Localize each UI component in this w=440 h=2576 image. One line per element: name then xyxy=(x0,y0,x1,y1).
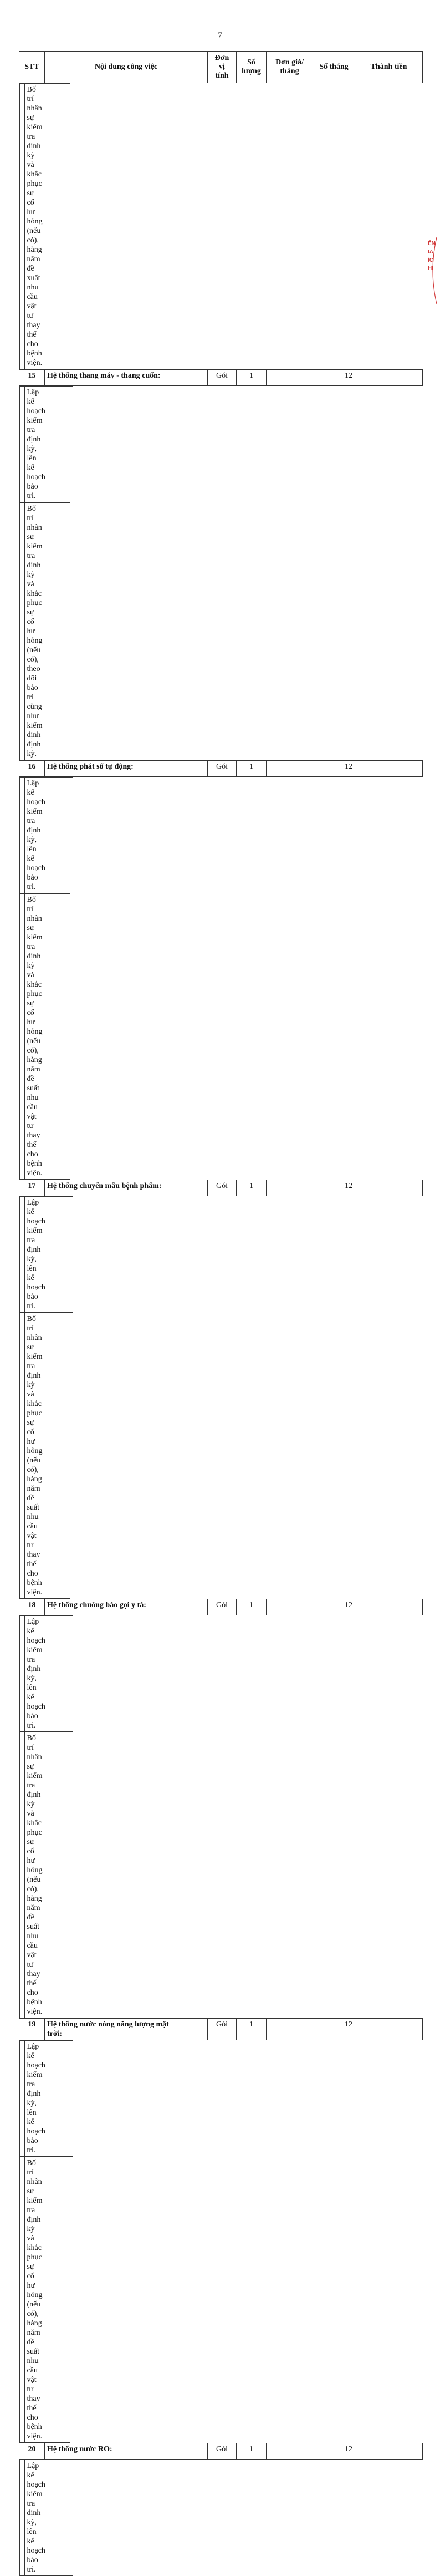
cell-content xyxy=(24,387,48,502)
cell-content-text: Hệ thống nước nóng năng lượng mặt trời: xyxy=(47,2020,205,2039)
stamp-text: ÍC xyxy=(428,256,440,265)
cell-qty-text: 1 xyxy=(239,762,264,771)
cell-stt-text: 16 xyxy=(22,762,42,771)
system-row xyxy=(19,1599,423,1615)
stamp-text: ÊN xyxy=(428,240,440,248)
cell-stt xyxy=(19,2443,45,2460)
cell-unit xyxy=(208,2443,237,2460)
cell-content-text: Bố trí nhân sự kiểm tra định kỳ và khắc phục sự cố hư hỏng (nếu có), hàng năm đề suất nhu cầu vật tư thay thế cho bệnh viện. xyxy=(27,2158,43,2441)
cell-price xyxy=(58,778,63,893)
cell-unit-text: Gói xyxy=(210,762,234,771)
table-header-row xyxy=(19,52,423,83)
cell-unit-text: Gói xyxy=(210,1181,234,1191)
cell-amount xyxy=(355,1599,423,1615)
cell-unit xyxy=(48,2041,53,2157)
task-row xyxy=(19,2157,45,2443)
cell-months xyxy=(60,1313,65,1599)
cell-stt-text: 17 xyxy=(22,1181,42,1191)
cell-content-text: Lập kế hoạch kiểm tra định kỳ, lên kế hoạch bảo trì. xyxy=(27,1617,45,1730)
cell-content xyxy=(24,1732,45,2018)
cell-qty-text: 1 xyxy=(239,1181,264,1191)
cell-content xyxy=(45,761,208,777)
cell-content xyxy=(45,2443,208,2460)
cell-qty xyxy=(53,1616,58,1732)
cell-amount xyxy=(355,370,423,386)
cell-price xyxy=(267,370,313,386)
cell-qty xyxy=(237,761,267,777)
cell-content-text: Bố trí nhân sự kiểm tra định kỳ và khắc phục sự cố hư hỏng (nếu có), hàng năm đề suất nhu cầu vật tư thay thế cho bệnh viện. xyxy=(27,1734,43,2016)
cell-amount xyxy=(68,387,73,502)
cell-content-text: Lập kế hoạch kiểm tra định kỳ, lên kế hoạch bảo trì. xyxy=(27,779,45,892)
cell-content xyxy=(45,1599,208,1615)
task-row xyxy=(19,1313,45,1599)
cell-stt xyxy=(19,1732,24,2018)
header-unit: Đơn vị tính xyxy=(208,52,237,83)
cell-content-text: Hệ thống nước RO: xyxy=(47,2445,205,2454)
cell-months xyxy=(60,1732,65,2018)
cell-months xyxy=(60,894,65,1180)
stamp-text: HI xyxy=(428,265,440,273)
cell-price xyxy=(58,2460,63,2576)
cell-qty xyxy=(50,894,55,1180)
cell-months-text: 12 xyxy=(315,2020,352,2029)
cell-months xyxy=(60,503,65,760)
cell-price xyxy=(267,1180,313,1196)
cell-qty xyxy=(237,2019,267,2040)
cell-months xyxy=(63,778,68,893)
task-row xyxy=(19,2460,45,2576)
cell-amount xyxy=(65,894,70,1180)
cell-amount xyxy=(65,84,70,369)
system-row xyxy=(19,2019,423,2040)
task-row xyxy=(19,893,45,1180)
cell-unit-text: Gói xyxy=(210,1601,234,1610)
cell-stt-text: 19 xyxy=(22,2020,42,2029)
page-number: 7 xyxy=(0,31,440,40)
cell-amount xyxy=(355,2443,423,2460)
cell-stt xyxy=(19,1197,24,1313)
cell-content xyxy=(24,778,48,893)
cell-content xyxy=(24,894,45,1180)
cell-content-text: Lập kế hoạch kiểm tra định kỳ, lên kế hoạch bảo trì. xyxy=(27,1198,45,1311)
cell-content xyxy=(24,503,45,760)
cell-qty-text: 1 xyxy=(239,2445,264,2454)
cell-unit xyxy=(208,1180,237,1196)
table-body xyxy=(19,83,423,2576)
cell-price xyxy=(267,761,313,777)
cell-stt xyxy=(19,761,45,777)
task-row xyxy=(19,1615,45,1732)
task-row xyxy=(19,777,45,893)
cell-months xyxy=(60,84,65,369)
cell-qty xyxy=(53,1197,58,1313)
cell-content xyxy=(45,1180,208,1196)
cell-stt xyxy=(19,84,24,369)
system-row xyxy=(19,1180,423,1196)
header-qty: Số lượng xyxy=(237,52,267,83)
cell-unit xyxy=(48,2460,53,2576)
cell-content-text: Lập kế hoạch kiểm tra định kỳ, lên kế hoạch bảo trì. xyxy=(27,388,45,501)
cell-content-text: Lập kế hoạch kiểm tra định kỳ, lên kế hoạch bảo trì. xyxy=(27,2461,45,2574)
cell-unit xyxy=(48,778,53,893)
cell-months xyxy=(313,761,355,777)
cell-stt xyxy=(19,894,24,1180)
cell-qty xyxy=(50,2157,55,2443)
cell-price xyxy=(267,2019,313,2040)
cell-unit xyxy=(45,1732,50,2018)
cell-unit xyxy=(48,1197,53,1313)
stamp-text: IA xyxy=(428,248,440,256)
cell-unit xyxy=(48,1616,53,1732)
cell-stt xyxy=(19,387,24,502)
cell-price xyxy=(58,1616,63,1732)
cell-months-text: 12 xyxy=(315,762,352,771)
cell-qty xyxy=(53,387,58,502)
cell-price xyxy=(55,2157,60,2443)
cell-months xyxy=(313,1599,355,1615)
cell-content xyxy=(45,370,208,386)
cell-price xyxy=(55,1313,60,1599)
cell-unit xyxy=(45,84,50,369)
cell-unit xyxy=(45,2157,50,2443)
cell-content xyxy=(24,1616,48,1732)
cell-unit-text: Gói xyxy=(210,2445,234,2454)
cell-months xyxy=(313,2443,355,2460)
cell-amount xyxy=(65,1732,70,2018)
cell-price xyxy=(55,503,60,760)
cell-months xyxy=(313,1180,355,1196)
cell-qty xyxy=(53,778,58,893)
cell-content-text: Bố trí nhân sự kiểm tra định kỳ và khắc phục sự cố hư hỏng (nếu có), hàng năm đề suất nhu cầu vật tư thay thế cho bệnh viện. xyxy=(27,1314,43,1597)
cell-content-text: Hệ thống thang máy - thang cuốn: xyxy=(47,371,205,380)
task-row xyxy=(19,502,45,760)
cell-months-text: 12 xyxy=(315,1601,352,1610)
cell-months-text: 12 xyxy=(315,371,352,380)
cell-content-text: Bố trí nhân sự kiểm tra định kỳ và khắc phục sự cố hư hỏng (nếu có), hàng năm đề suất nhu cầu vật tư thay thế cho bệnh viện. xyxy=(27,895,43,1178)
cell-price xyxy=(58,2041,63,2157)
cell-qty-text: 1 xyxy=(239,2020,264,2029)
cell-months xyxy=(63,2460,68,2576)
cell-qty xyxy=(237,1599,267,1615)
cell-amount xyxy=(68,1197,73,1313)
cell-content-text: Hệ thống chuông báo gọi y tá: xyxy=(47,1601,205,1610)
header-amount: Thành tiền xyxy=(355,52,423,83)
task-row xyxy=(19,386,45,502)
cell-qty xyxy=(50,1313,55,1599)
header-months: Số tháng xyxy=(313,52,355,83)
cell-content xyxy=(45,2019,208,2040)
cell-unit xyxy=(45,1313,50,1599)
cell-qty xyxy=(53,2041,58,2157)
cell-amount xyxy=(68,778,73,893)
system-row xyxy=(19,761,423,777)
cell-stt-text: 15 xyxy=(22,371,42,380)
cell-stt-text: 20 xyxy=(22,2445,42,2454)
cell-qty xyxy=(50,1732,55,2018)
work-items-table xyxy=(19,51,423,2576)
cell-price xyxy=(55,84,60,369)
cell-stt xyxy=(19,503,24,760)
cell-stt xyxy=(19,1313,24,1599)
cell-amount xyxy=(68,2041,73,2157)
seal-stamp-partial xyxy=(428,240,440,273)
cell-content-text: Hệ thống phát số tự động: xyxy=(47,762,205,771)
cell-price xyxy=(267,1599,313,1615)
cell-unit xyxy=(208,2019,237,2040)
cell-amount xyxy=(68,1616,73,1732)
cell-qty xyxy=(50,84,55,369)
header-unit-price: Đơn giá/ tháng xyxy=(267,52,313,83)
cell-unit xyxy=(208,1599,237,1615)
cell-months xyxy=(63,2041,68,2157)
scan-mark: · xyxy=(8,21,9,27)
cell-qty xyxy=(53,2460,58,2576)
cell-price xyxy=(267,2443,313,2460)
cell-content-text: Hệ thống chuyển mẫu bệnh phẩm: xyxy=(47,1181,205,1191)
system-row xyxy=(19,2443,423,2460)
cell-months-text: 12 xyxy=(315,2445,352,2454)
cell-stt xyxy=(19,2019,45,2040)
header-content: Nội dung công việc xyxy=(45,52,208,83)
cell-qty xyxy=(237,370,267,386)
cell-stt-text: 18 xyxy=(22,1601,42,1610)
cell-content-text: Bố trí nhân sự kiểm tra định kỳ và khắc phục sự cố hư hỏng (nếu có), hàng năm đề xuất nhu cầu vật tư thay thế cho bệnh viện. xyxy=(27,85,43,368)
task-row xyxy=(19,1732,45,2018)
cell-stt xyxy=(19,2041,24,2157)
cell-content xyxy=(24,1313,45,1599)
cell-amount xyxy=(68,2460,73,2576)
cell-stt xyxy=(19,370,45,386)
cell-amount xyxy=(355,2019,423,2040)
cell-qty-text: 1 xyxy=(239,1601,264,1610)
cell-months xyxy=(313,2019,355,2040)
cell-months xyxy=(63,1616,68,1732)
cell-months xyxy=(63,1197,68,1313)
task-row xyxy=(19,1196,45,1313)
cell-price xyxy=(55,1732,60,2018)
cell-price xyxy=(58,387,63,502)
cell-content xyxy=(24,2041,48,2157)
cell-unit-text: Gói xyxy=(210,2020,234,2029)
cell-unit xyxy=(48,387,53,502)
cell-amount xyxy=(355,761,423,777)
cell-content xyxy=(24,84,45,369)
cell-amount xyxy=(355,1180,423,1196)
cell-qty xyxy=(237,1180,267,1196)
cell-qty-text: 1 xyxy=(239,371,264,380)
cell-qty xyxy=(237,2443,267,2460)
task-row xyxy=(19,83,45,369)
cell-unit xyxy=(208,761,237,777)
cell-amount xyxy=(65,1313,70,1599)
cell-price xyxy=(58,1197,63,1313)
cell-months xyxy=(313,370,355,386)
cell-content xyxy=(24,2460,48,2576)
system-row xyxy=(19,370,423,386)
cell-amount xyxy=(65,503,70,760)
cell-content-text: Lập kế hoạch kiểm tra định kỳ, lên kế hoạch bảo trì. xyxy=(27,2042,45,2155)
cell-unit xyxy=(45,894,50,1180)
cell-qty xyxy=(50,503,55,760)
cell-months-text: 12 xyxy=(315,1181,352,1191)
cell-stt xyxy=(19,2157,24,2443)
cell-content xyxy=(24,1197,48,1313)
header-stt: STT xyxy=(19,52,45,83)
cell-stt xyxy=(19,1180,45,1196)
cell-stt xyxy=(19,2460,24,2576)
cell-content xyxy=(24,2157,45,2443)
cell-stt xyxy=(19,1599,45,1615)
cell-stt xyxy=(19,1616,24,1732)
cell-stt xyxy=(19,778,24,893)
cell-unit xyxy=(45,503,50,760)
cell-price xyxy=(55,894,60,1180)
cell-unit-text: Gói xyxy=(210,371,234,380)
cell-months xyxy=(60,2157,65,2443)
task-row xyxy=(19,2040,45,2157)
cell-content-text: Bố trí nhân sự kiểm tra định kỳ và khắc phục sự cố hư hỏng (nếu có), theo dõi bảo trì cũng như kiểm định định kỳ. xyxy=(27,504,43,759)
cell-amount xyxy=(65,2157,70,2443)
cell-unit xyxy=(208,370,237,386)
cell-months xyxy=(63,387,68,502)
